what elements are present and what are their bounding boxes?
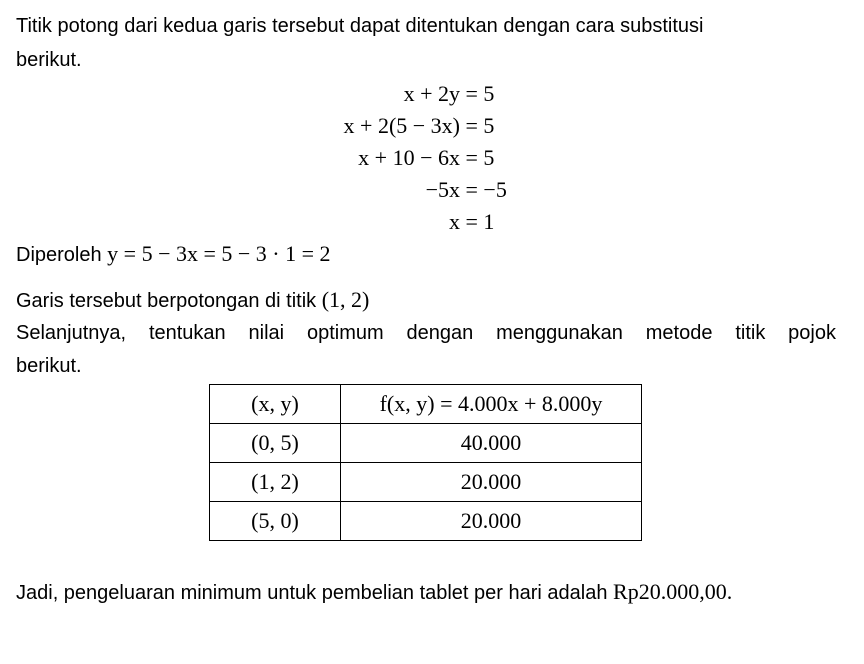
equation-lhs: −5x: [425, 177, 460, 202]
equation-row: [250, 208, 494, 236]
table-header-function: f(x, y) = 4.000x + 8.000y: [341, 385, 642, 424]
derived-line: [16, 240, 331, 269]
equation-lhs: x + 2y: [403, 81, 460, 106]
table-cell-point: (1, 2): [210, 463, 341, 502]
table-cell-value: 20.000: [341, 502, 642, 541]
table-header-point: (x, y): [210, 385, 341, 424]
intro-line-1: Titik potong dari kedua garis tersebut dapat ditentukan dengan cara substitusi: [16, 15, 704, 37]
conclusion-text: Jadi, pengeluaran minimum untuk pembelian tablet per hari adalah: [16, 582, 608, 604]
equation-row: [250, 144, 494, 172]
derived-prefix: Diperoleh: [16, 244, 102, 266]
derived-expression: y = 5 − 3x = 5 − 3 · 1 = 2: [107, 241, 331, 266]
equation-rhs: = 1: [465, 209, 495, 234]
equation-rhs: = −5: [465, 177, 507, 202]
conclusion-value: Rp20.000,00.: [613, 579, 733, 604]
equation-rhs: = 5: [465, 113, 495, 138]
table-cell-value: 20.000: [341, 463, 642, 502]
equation-lhs: x + 10 − 6x: [358, 145, 460, 170]
table-cell-point: (0, 5): [210, 424, 341, 463]
table-cell-value: 40.000: [341, 424, 642, 463]
table-row: [210, 424, 642, 463]
table-cell-point: (5, 0): [210, 502, 341, 541]
conclusion-line: [16, 578, 732, 607]
intro-line-2: berikut.: [16, 49, 82, 71]
table-row: [210, 463, 642, 502]
equation-rhs: = 5: [465, 81, 495, 106]
intersection-point: (1, 2): [321, 287, 370, 312]
corner-point-table: [209, 384, 642, 541]
equation-rhs: = 5: [465, 145, 495, 170]
equation-row: [250, 80, 494, 108]
intersection-line: [16, 286, 369, 315]
equation-row: [250, 112, 494, 140]
equation-lhs: x: [449, 209, 460, 234]
next-line-1: Selanjutnya, tentukan nilai optimum dengan menggunakan metode titik pojok: [16, 322, 836, 344]
intersection-text: Garis tersebut berpotongan di titik: [16, 290, 317, 312]
table-row: [210, 502, 642, 541]
next-line-2: berikut.: [16, 355, 82, 377]
equation-lhs: x + 2(5 − 3x): [343, 113, 460, 138]
equation-row: [250, 176, 507, 204]
table-header-row: [210, 385, 642, 424]
